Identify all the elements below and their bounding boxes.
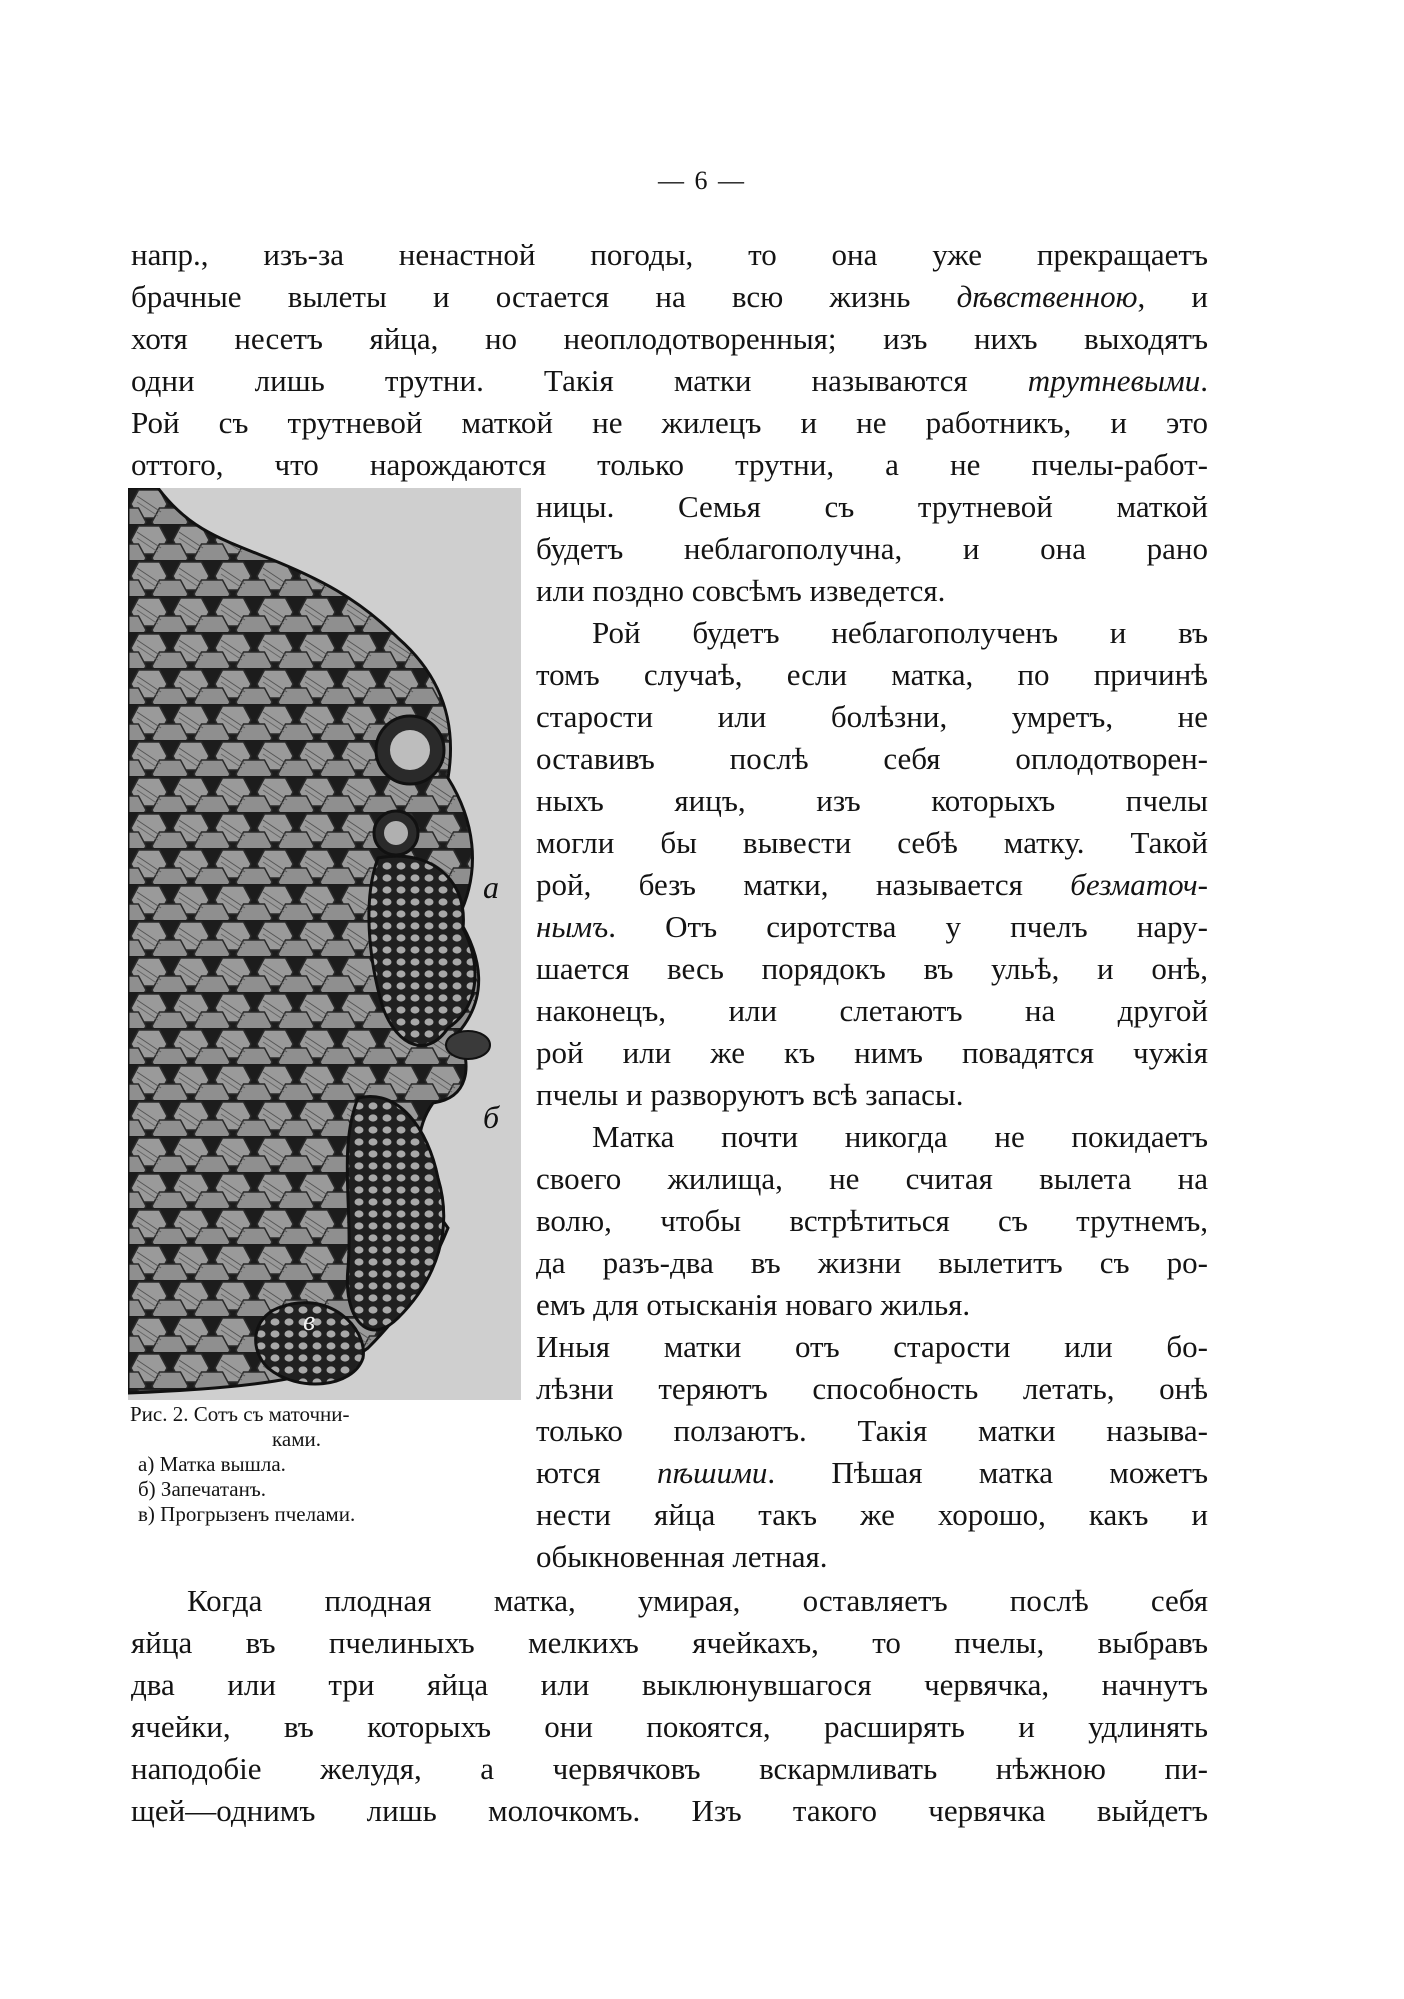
text-line: ныхъ яицъ, изъ которыхъ пчелы <box>536 783 1208 818</box>
text-run: , и <box>1137 279 1209 314</box>
italic-term: безматоч- <box>1070 867 1208 902</box>
text-line: волю, чтобы встрѣтиться съ трутнемъ, <box>536 1203 1208 1238</box>
text-line: ницы. Семья съ трутневой маткой <box>536 489 1208 524</box>
text-line: емъ для отысканія новаго жилья. <box>536 1287 971 1322</box>
text-line: Рой будетъ неблагополученъ и въ <box>592 615 1208 650</box>
text-run: ются <box>536 1455 657 1490</box>
text-line: два или три яйца или выклюнувшагося червячка, начнутъ <box>131 1667 1208 1702</box>
figure-label-b: б <box>483 1099 500 1135</box>
text-line: Когда плодная матка, умирая, оставляетъ послѣ себя <box>187 1583 1208 1618</box>
text-run: . <box>1200 363 1208 398</box>
figure-label-c: в <box>303 1306 316 1337</box>
text-run: брачные вылеты и остается на всю жизнь <box>131 279 957 314</box>
text-line: наконецъ, или слетаютъ на другой <box>536 993 1208 1028</box>
figure-label-a: а <box>483 869 499 905</box>
text-line <box>536 864 1208 906</box>
figure-caption-title: Рис. 2. Сотъ съ маточни- <box>130 1402 350 1426</box>
italic-term: дѣвственною <box>956 279 1138 314</box>
text-line: рой или же къ нимъ повадятся чужія <box>536 1035 1208 1070</box>
italic-term: трутневыми <box>1027 363 1201 398</box>
text-line: только ползаютъ. Такія матки называ- <box>536 1413 1208 1448</box>
text-line: шается весь порядокъ въ ульѣ, и онѣ, <box>536 951 1208 986</box>
text-line <box>131 276 1208 318</box>
text-line <box>536 906 1208 948</box>
figure-caption-title-cont: ками. <box>272 1427 321 1451</box>
figure-caption-item: а) Матка вышла. <box>138 1452 286 1476</box>
text-line: своего жилища, не считая вылета на <box>536 1161 1208 1196</box>
text-line: Иныя матки отъ старости или бо- <box>536 1329 1208 1364</box>
text-line: нести яйца такъ же хорошо, какъ и <box>536 1497 1208 1532</box>
text-line: да разъ-два въ жизни вылетитъ съ ро- <box>536 1245 1208 1280</box>
text-run: . Пѣшая матка можетъ <box>767 1455 1209 1490</box>
text-line: Рой съ трутневой маткой не жилецъ и не работникъ, и это <box>131 405 1208 440</box>
text-line: пчелы и разворуютъ всѣ запасы. <box>536 1077 964 1112</box>
text-line: ячейки, въ которыхъ они покоятся, расширять и удлинять <box>131 1709 1208 1744</box>
text-line: Матка почти никогда не покидаетъ <box>592 1119 1208 1154</box>
text-line: томъ случаѣ, если матка, по причинѣ <box>536 657 1208 692</box>
figure-caption-item: б) Запечатанъ. <box>138 1477 266 1501</box>
honeycomb-illustration <box>128 488 521 1400</box>
page-number: — 6 — <box>658 166 746 195</box>
honeycomb-figure <box>128 488 521 1400</box>
text-run: одни лишь трутни. Такія матки называются <box>131 363 1028 398</box>
text-run: рой, безъ матки, называется <box>536 867 1071 902</box>
text-line: хотя несетъ яйца, но неоплодотворенныя; изъ нихъ выходятъ <box>131 321 1208 356</box>
text-line: могли бы вывести себѣ матку. Такой <box>536 825 1208 860</box>
italic-term: пѣшими <box>656 1455 768 1490</box>
text-line: яйца въ пчелиныхъ мелкихъ ячейкахъ, то пчелы, выбравъ <box>131 1625 1208 1660</box>
text-line: оттого, что нарождаются только трутни, а не пчелы-работ- <box>131 447 1208 482</box>
italic-term: нымъ <box>536 909 609 944</box>
text-line <box>536 1452 1208 1494</box>
text-line: или поздно совсѣмъ изведется. <box>536 573 946 608</box>
text-line: наподобіе желудя, а червячковъ вскармливать нѣжною пи- <box>131 1751 1208 1786</box>
text-line: напр., изъ-за ненастной погоды, то она уже прекращаетъ <box>131 237 1208 272</box>
text-line: старости или болѣзни, умретъ, не <box>536 699 1208 734</box>
text-line: лѣзни теряютъ способность летать, онѣ <box>536 1371 1208 1406</box>
text-line: щей—однимъ лишь молочкомъ. Изъ такого червячка выйдетъ <box>131 1793 1208 1828</box>
figure-caption-item: в) Прогрызенъ пчелами. <box>138 1502 356 1526</box>
text-line <box>131 360 1208 402</box>
text-line: оставивъ послѣ себя оплодотворен- <box>536 741 1208 776</box>
text-run: . Отъ сиротства у пчелъ нару- <box>608 909 1208 944</box>
text-line: будетъ неблагополучна, и она рано <box>536 531 1208 566</box>
text-line: обыкновенная летная. <box>536 1539 828 1574</box>
